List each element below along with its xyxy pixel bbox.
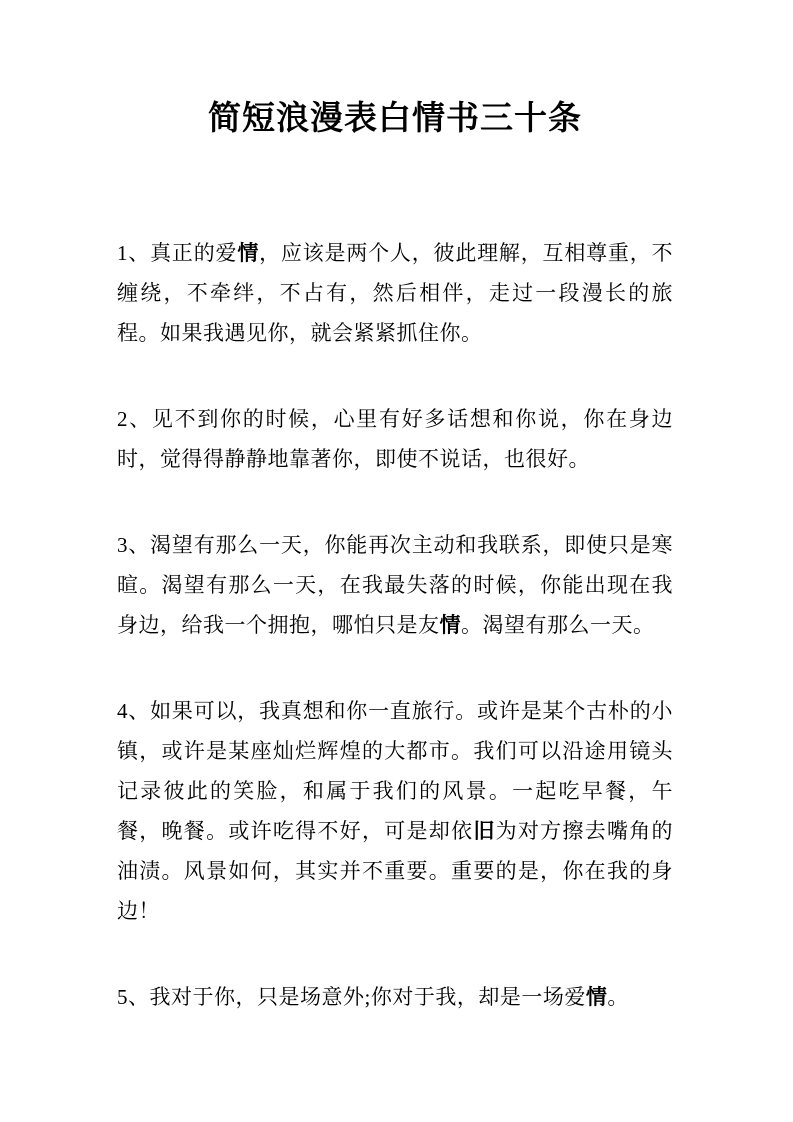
paragraph-3: [117, 525, 673, 645]
text-run: 。: [607, 985, 629, 1009]
text-run-bold: 情: [585, 985, 608, 1009]
paragraph-4: [117, 691, 673, 931]
text-run-bold: 情: [237, 241, 260, 265]
text-run: 2、见不到你的时候，心里有好多话想和你说，你在身边时，觉得得静静地靠著你，即使不说话，也很好。: [117, 407, 673, 471]
text-run: 5、我对于你，只是场意外;你对于我，却是一场爱: [117, 985, 586, 1009]
text-run-bold: 旧: [473, 819, 496, 843]
document-title: 简短浪漫表白情书三十条: [208, 101, 582, 137]
paragraph-5: [117, 977, 673, 1017]
paragraph-2: [117, 399, 673, 479]
text-run: 3、渴望有那么一天，你能再次主动和我联系，即使只是寒暄。渴望有那么一天，在我最失落的时候，你能出现在我身边，给我一个拥抱，哪怕只是友: [117, 533, 673, 637]
document-body: [117, 233, 673, 1017]
text-run: 为对方擦去嘴角的油渍。风景如何，其实并不重要。重要的是，你在我的身边！: [117, 819, 674, 923]
paragraph-1: [117, 233, 673, 353]
text-run: ，应该是两个人，彼此理解，互相尊重，不缠绕，不牵绊，不占有，然后相伴，走过一段漫长的旅程。如果我遇见你，就会紧紧抓住你。: [117, 241, 674, 345]
text-run-bold: 情: [439, 613, 461, 637]
text-run: 4、如果可以，我真想和你一直旅行。或许是某个古朴的小镇，或许是某座灿烂辉煌的大都市。我们可以沿途用镜头记录彼此的笑脸，和属于我们的风景。一起吃早餐，午餐，晚餐。或许吃得不好，可是却依: [117, 699, 673, 843]
text-run: 。渴望有那么一天。: [461, 613, 655, 637]
text-run: 1、真正的爱: [117, 241, 238, 265]
